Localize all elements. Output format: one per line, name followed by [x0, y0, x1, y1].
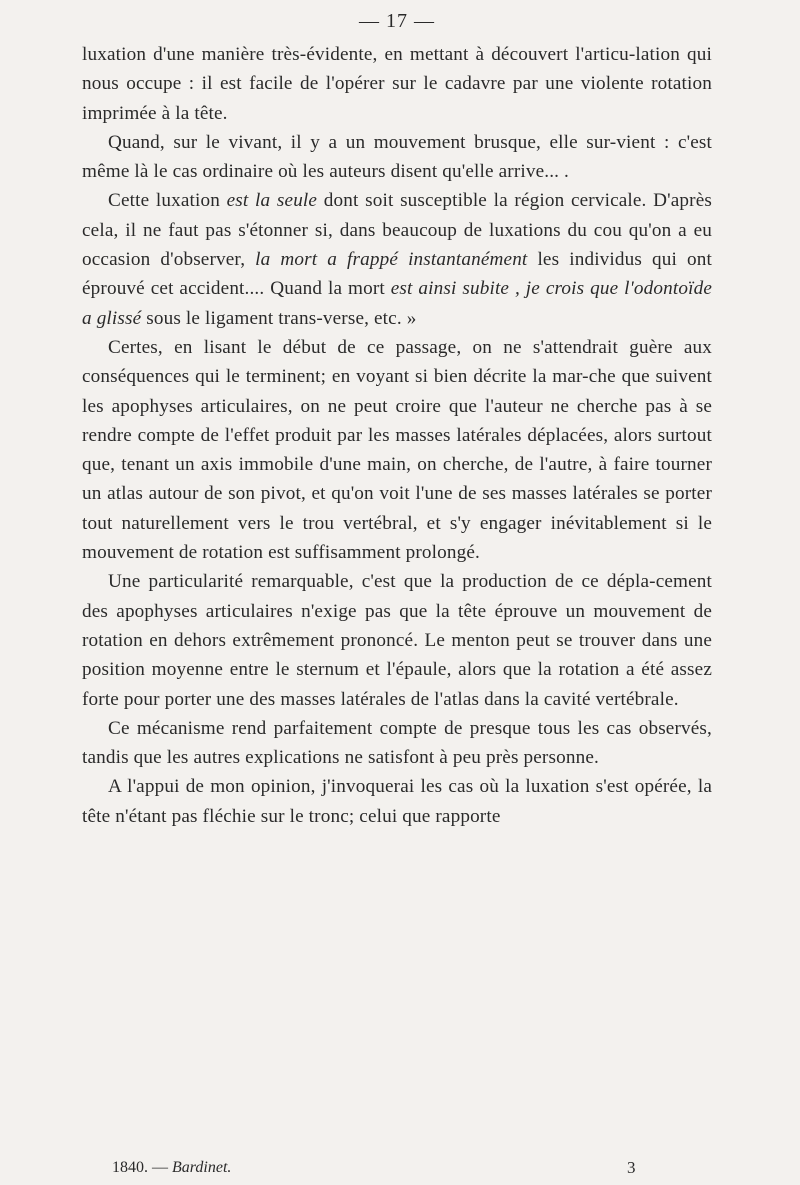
- italic-phrase: est la seule: [226, 190, 318, 212]
- paragraph-p6: [82, 714, 712, 773]
- paragraph-p5: [82, 567, 712, 713]
- text-run: Ce mécanisme rend parfaitement compte de presque tous les cas observés, tandis que les autres explications ne satisfont à peu près personne.: [82, 717, 712, 769]
- paragraph-p2: [82, 128, 712, 187]
- paragraph-p7: [82, 772, 712, 831]
- text-run: luxation d'une manière très-évidente, en mettant à découvert l'articu-lation qui nous occupe : il est facile de l'opérer sur le cadavre par une violente rotation imprimée à la tête.: [82, 44, 712, 124]
- text-run: Une particularité remarquable, c'est que la production de ce dépla-cement des apophyses articulaires n'exige pas que la tête éprouve un mouvement de rotation en dehors extrêmement prononcé. Le menton peut se trouver dans une position moyenne entre le sternum et l'épaule, alors que la rotation a été assez forte pour porter une des masses latérales de l'atlas dans la cavité vertébrale.: [82, 571, 712, 710]
- italic-phrase: la mort a frappé instantanément: [255, 249, 528, 271]
- signature-mark: 3: [627, 1158, 636, 1177]
- imprint-author: Bardinet.: [172, 1159, 232, 1176]
- paragraph-p1: [82, 40, 712, 128]
- imprint-line: [112, 1158, 231, 1178]
- paragraph-p3: [82, 186, 712, 332]
- page: [82, 8, 712, 831]
- text-run: les individus qui ont éprouvé cet accident.... Quand la mort: [82, 249, 712, 300]
- body-text: [82, 40, 712, 831]
- paragraph-p4: [82, 333, 712, 567]
- text-run: sous le ligament trans-verse, etc. »: [141, 307, 417, 329]
- text-run: A l'appui de mon opinion, j'invoquerai les cas où la luxation s'est opérée, la tête n'étant pas fléchie sur le tronc; celui que rapporte: [82, 776, 712, 827]
- text-run: Quand, sur le vivant, il y a un mouvement brusque, elle sur-vient : c'est même là le cas ordinaire où les auteurs disent qu'elle arrive... .: [82, 131, 712, 183]
- imprint-year: 1840. —: [112, 1159, 172, 1176]
- text-run: Certes, en lisant le début de ce passage, on ne s'attendrait guère aux conséquences qui le terminent; en voyant si bien décrite la mar-che que suivent les apophyses articulaires, on ne peut croire que l'auteur ne cherche pas à se rendre compte de l'effet produit par les masses latérales déplacées, alors surtout que, tenant un axis immobile d'une main, on cherche, de l'autre, à faire tourner un atlas autour de son pivot, et qu'on voit l'une de ses masses latérales se porter tout naturellement vers le trou vertébral, et s'y engager inévitablement si le mouvement de rotation est suffisamment prolongé.: [82, 336, 712, 564]
- italic-phrase: est ainsi subite , je crois que l'odontoïde a glissé: [82, 278, 712, 329]
- page-number-text: — 17 —: [359, 10, 435, 32]
- text-run: dont soit susceptible la région cervicale. D'après cela, il ne faut pas s'étonner si, dans beaucoup de luxations du cou qu'on a eu occasion d'observer,: [82, 190, 712, 271]
- text-run: Cette luxation: [108, 190, 227, 212]
- page-number: [82, 8, 712, 34]
